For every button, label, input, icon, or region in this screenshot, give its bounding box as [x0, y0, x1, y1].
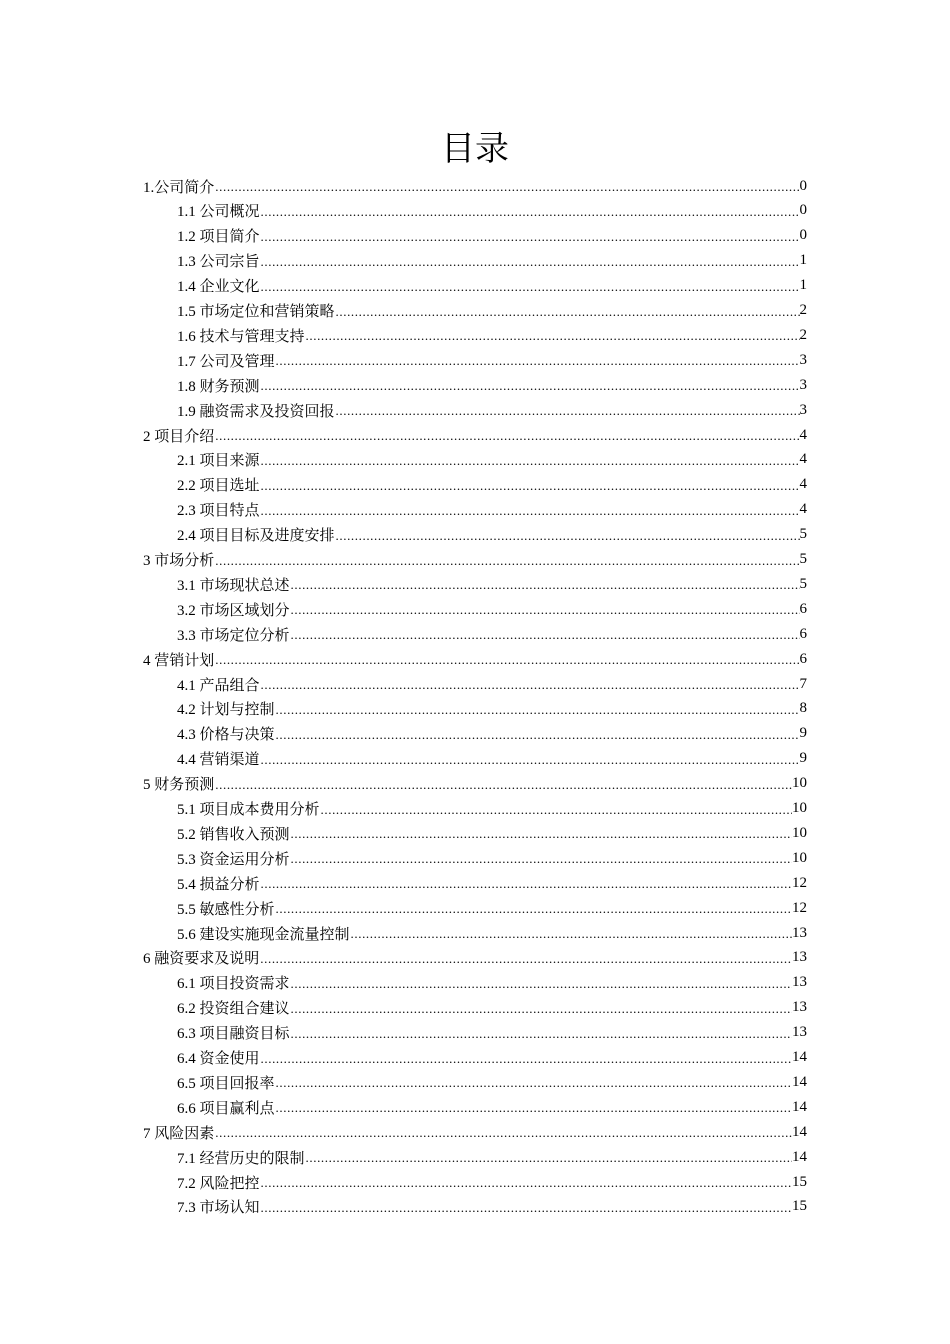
toc-entry[interactable]	[177, 224, 807, 248]
toc-leader-dots	[290, 996, 792, 1020]
toc-entry-label: 5 财务预测	[143, 777, 215, 794]
toc-entry-label: 2.2 项目选址	[177, 478, 260, 495]
toc-entry-label: 1.7 公司及管理	[177, 353, 275, 370]
toc-leader-dots	[214, 772, 792, 796]
toc-leader-dots	[290, 971, 792, 995]
toc-leader-dots	[260, 249, 800, 273]
toc-leader-dots	[350, 921, 792, 945]
toc-page-number: 5	[799, 526, 807, 543]
toc-entry-label: 6.2 投资组合建议	[177, 1001, 290, 1018]
toc-entry-label: 6 融资要求及说明	[143, 951, 260, 968]
toc-entry[interactable]	[177, 921, 807, 945]
toc-entry[interactable]	[143, 548, 807, 572]
toc-leader-dots	[275, 896, 792, 920]
toc-page-number: 10	[792, 849, 807, 866]
toc-page-number: 2	[799, 326, 807, 343]
toc-entry-label: 1.6 技术与管理支持	[177, 328, 305, 345]
toc-page-number: 12	[792, 874, 807, 891]
toc-entry-label: 4.1 产品组合	[177, 677, 260, 694]
toc-entry[interactable]	[177, 1070, 807, 1094]
toc-leader-dots	[260, 274, 800, 298]
toc-page-number: 6	[799, 600, 807, 617]
toc-entry-label: 2.4 项目目标及进度安排	[177, 528, 335, 545]
toc-page-number: 4	[799, 476, 807, 493]
toc-entry[interactable]	[177, 1170, 807, 1194]
toc-leader-dots	[214, 647, 799, 671]
toc-entry-label: 6.4 资金使用	[177, 1051, 260, 1067]
toc-page-number: 10	[792, 775, 807, 792]
toc-entry[interactable]	[177, 747, 807, 771]
toc-leader-dots	[260, 1170, 792, 1194]
toc-page-number: 6	[799, 625, 807, 642]
toc-page-number: 1	[799, 277, 807, 294]
toc-leader-dots	[290, 1021, 792, 1045]
toc-entry[interactable]	[177, 274, 807, 298]
toc-leader-dots	[290, 821, 792, 845]
toc-page-number: 3	[799, 376, 807, 393]
toc-entry-label: 4.3 价格与决策	[177, 727, 275, 744]
toc-leader-dots	[275, 722, 800, 746]
toc-entry[interactable]	[177, 1021, 807, 1045]
toc-leader-dots	[260, 1046, 792, 1070]
toc-entry[interactable]	[177, 1145, 807, 1169]
toc-page-number: 13	[792, 999, 807, 1016]
toc-entry-label: 7.2 风险把控	[177, 1175, 260, 1192]
toc-entry-label: 7.3 市场认知	[177, 1200, 260, 1217]
toc-page-number: 13	[792, 974, 807, 991]
page-title: 目录	[441, 129, 509, 169]
toc-leader-dots	[305, 323, 800, 347]
toc-entry[interactable]	[177, 722, 807, 746]
toc-leader-dots	[335, 398, 800, 422]
toc-entry-label: 1.4 企业文化	[177, 279, 260, 296]
toc-page-number: 13	[792, 1024, 807, 1041]
toc-leader-dots	[260, 473, 800, 497]
toc-entry-label: 3 市场分析	[143, 553, 215, 569]
toc-entry[interactable]	[177, 299, 807, 323]
toc-entry-label: 1.8 财务预测	[177, 378, 260, 395]
toc-entry[interactable]	[177, 523, 807, 547]
toc-entry-label: 6.3 项目融资目标	[177, 1026, 290, 1043]
toc-entry[interactable]	[177, 249, 807, 273]
toc-entry-label: 3.1 市场现状总述	[177, 577, 290, 594]
toc-page-number: 14	[792, 1098, 807, 1115]
toc-leader-dots	[214, 174, 799, 198]
toc-entry-label: 5.3 资金运用分析	[177, 851, 290, 868]
toc-entry[interactable]	[177, 1195, 807, 1219]
toc-entry[interactable]	[143, 772, 807, 796]
toc-entry[interactable]	[177, 572, 807, 596]
toc-entry[interactable]	[177, 672, 807, 696]
toc-leader-dots	[259, 946, 792, 970]
toc-entry[interactable]	[143, 647, 807, 671]
toc-entry[interactable]	[177, 348, 807, 372]
toc-entry-label: 5.4 损益分析	[177, 876, 260, 893]
toc-entry[interactable]	[177, 996, 807, 1020]
toc-entry-label: 2.1 项目来源	[177, 453, 260, 470]
toc-page-number: 5	[799, 551, 807, 567]
toc-entry[interactable]	[177, 1046, 807, 1070]
toc-entry[interactable]	[177, 697, 807, 721]
toc-entry[interactable]	[143, 423, 807, 447]
toc-page-number: 12	[792, 899, 807, 916]
toc-entry[interactable]	[177, 1095, 807, 1119]
toc-entry[interactable]	[177, 473, 807, 497]
toc-entry-label: 4.2 计划与控制	[177, 702, 275, 719]
toc-page-number: 15	[792, 1198, 807, 1215]
toc-entry-label: 3.2 市场区域划分	[177, 602, 290, 619]
toc-leader-dots	[260, 498, 800, 522]
toc-page-number: 4	[799, 426, 807, 443]
toc-entry-label: 2.3 项目特点	[177, 503, 260, 520]
toc-entry-label: 5.2 销售收入预测	[177, 826, 290, 843]
toc-leader-dots	[290, 597, 800, 621]
toc-page-number: 9	[799, 750, 807, 767]
toc-leader-dots	[214, 423, 799, 447]
toc-entry[interactable]	[177, 199, 807, 223]
toc-page-number: 5	[799, 575, 807, 592]
toc-entry-label: 1.5 市场定位和营销策略	[177, 304, 335, 320]
toc-page-number: 4	[799, 451, 807, 468]
toc-page-number: 0	[799, 202, 807, 219]
toc-leader-dots	[260, 871, 792, 895]
toc-entry[interactable]	[177, 896, 807, 920]
toc-entry[interactable]	[143, 1120, 807, 1144]
toc-page-number: 0	[799, 227, 807, 244]
toc-entry[interactable]	[177, 971, 807, 995]
toc-entry-label: 3.3 市场定位分析	[177, 627, 290, 644]
toc-leader-dots	[260, 747, 800, 771]
toc-leader-dots	[214, 548, 799, 572]
toc-page-number: 14	[792, 1148, 807, 1165]
toc-page-number: 4	[799, 501, 807, 518]
toc-entry[interactable]	[177, 398, 807, 422]
toc-leader-dots	[260, 672, 800, 696]
toc-leader-dots	[260, 448, 800, 472]
toc-entry-label: 4 营销计划	[143, 652, 215, 669]
toc-entry-label: 4.4 营销渠道	[177, 752, 260, 769]
toc-entry-label: 6.1 项目投资需求	[177, 976, 290, 993]
toc-page-number: 3	[799, 401, 807, 418]
toc-leader-dots	[275, 1095, 792, 1119]
toc-entry[interactable]	[177, 448, 807, 472]
toc-entry[interactable]	[177, 797, 807, 821]
toc-entry-label: 1.9 融资需求及投资回报	[177, 403, 335, 420]
toc-page-number: 14	[792, 1123, 807, 1140]
toc-page-number: 3	[799, 351, 807, 368]
toc-leader-dots	[260, 199, 800, 223]
toc-leader-dots	[275, 1070, 792, 1094]
toc-leader-dots	[290, 572, 800, 596]
toc-leader-dots	[290, 846, 792, 870]
toc-page-number: 6	[799, 650, 807, 667]
toc-entry[interactable]	[143, 174, 807, 198]
toc-leader-dots	[335, 299, 800, 323]
toc-entry[interactable]	[177, 622, 807, 646]
toc-page-number: 8	[799, 700, 807, 717]
toc-leader-dots	[275, 697, 800, 721]
toc-entry-label: 1.3 公司宗旨	[177, 254, 260, 271]
toc-page-number: 15	[792, 1173, 807, 1190]
toc-entry-label: 6.5 项目回报率	[177, 1075, 275, 1092]
toc-leader-dots	[320, 797, 792, 821]
toc-leader-dots	[335, 523, 800, 547]
toc-entry[interactable]	[177, 597, 807, 621]
toc-page-number: 13	[792, 949, 807, 966]
toc-entry-label: 1.2 项目简介	[177, 229, 260, 246]
toc-leader-dots	[305, 1145, 792, 1169]
toc-leader-dots	[260, 224, 800, 248]
toc-page-number: 2	[799, 302, 807, 318]
toc-entry-label: 7 风险因素	[143, 1125, 215, 1142]
toc-page-number: 10	[792, 800, 807, 816]
toc-page-number: 7	[799, 675, 807, 692]
toc-page-number: 10	[792, 824, 807, 841]
toc-page-number: 14	[792, 1073, 807, 1090]
toc-entry[interactable]	[177, 871, 807, 895]
toc-page-number: 0	[799, 177, 807, 194]
toc-entry-label: 1.1 公司概况	[177, 204, 260, 221]
toc-entry-label: 7.1 经营历史的限制	[177, 1150, 305, 1167]
toc-entry-label: 5.6 建设实施现金流量控制	[177, 926, 350, 943]
toc-leader-dots	[275, 348, 800, 372]
toc-entry[interactable]	[177, 498, 807, 522]
toc-page-number: 14	[792, 1049, 807, 1065]
toc-page-number: 13	[792, 924, 807, 941]
toc-page-number: 1	[799, 252, 807, 269]
toc-entry[interactable]	[177, 323, 807, 347]
toc-entry[interactable]	[177, 373, 807, 397]
toc-entry[interactable]	[177, 821, 807, 845]
toc-entry[interactable]	[177, 846, 807, 870]
toc-entry-label: 6.6 项目赢利点	[177, 1100, 275, 1117]
toc-entry-label: 5.5 敏感性分析	[177, 901, 275, 918]
toc-entry-label: 5.1 项目成本费用分析	[177, 802, 320, 818]
toc-leader-dots	[214, 1120, 792, 1144]
toc-leader-dots	[260, 1195, 792, 1219]
toc-entry-label: 2 项目介绍	[143, 428, 215, 445]
toc-entry[interactable]	[143, 946, 807, 970]
toc-leader-dots	[290, 622, 800, 646]
toc-entry-label: 1.公司简介	[143, 179, 215, 196]
toc-page-number: 9	[799, 725, 807, 742]
toc-leader-dots	[260, 373, 800, 397]
